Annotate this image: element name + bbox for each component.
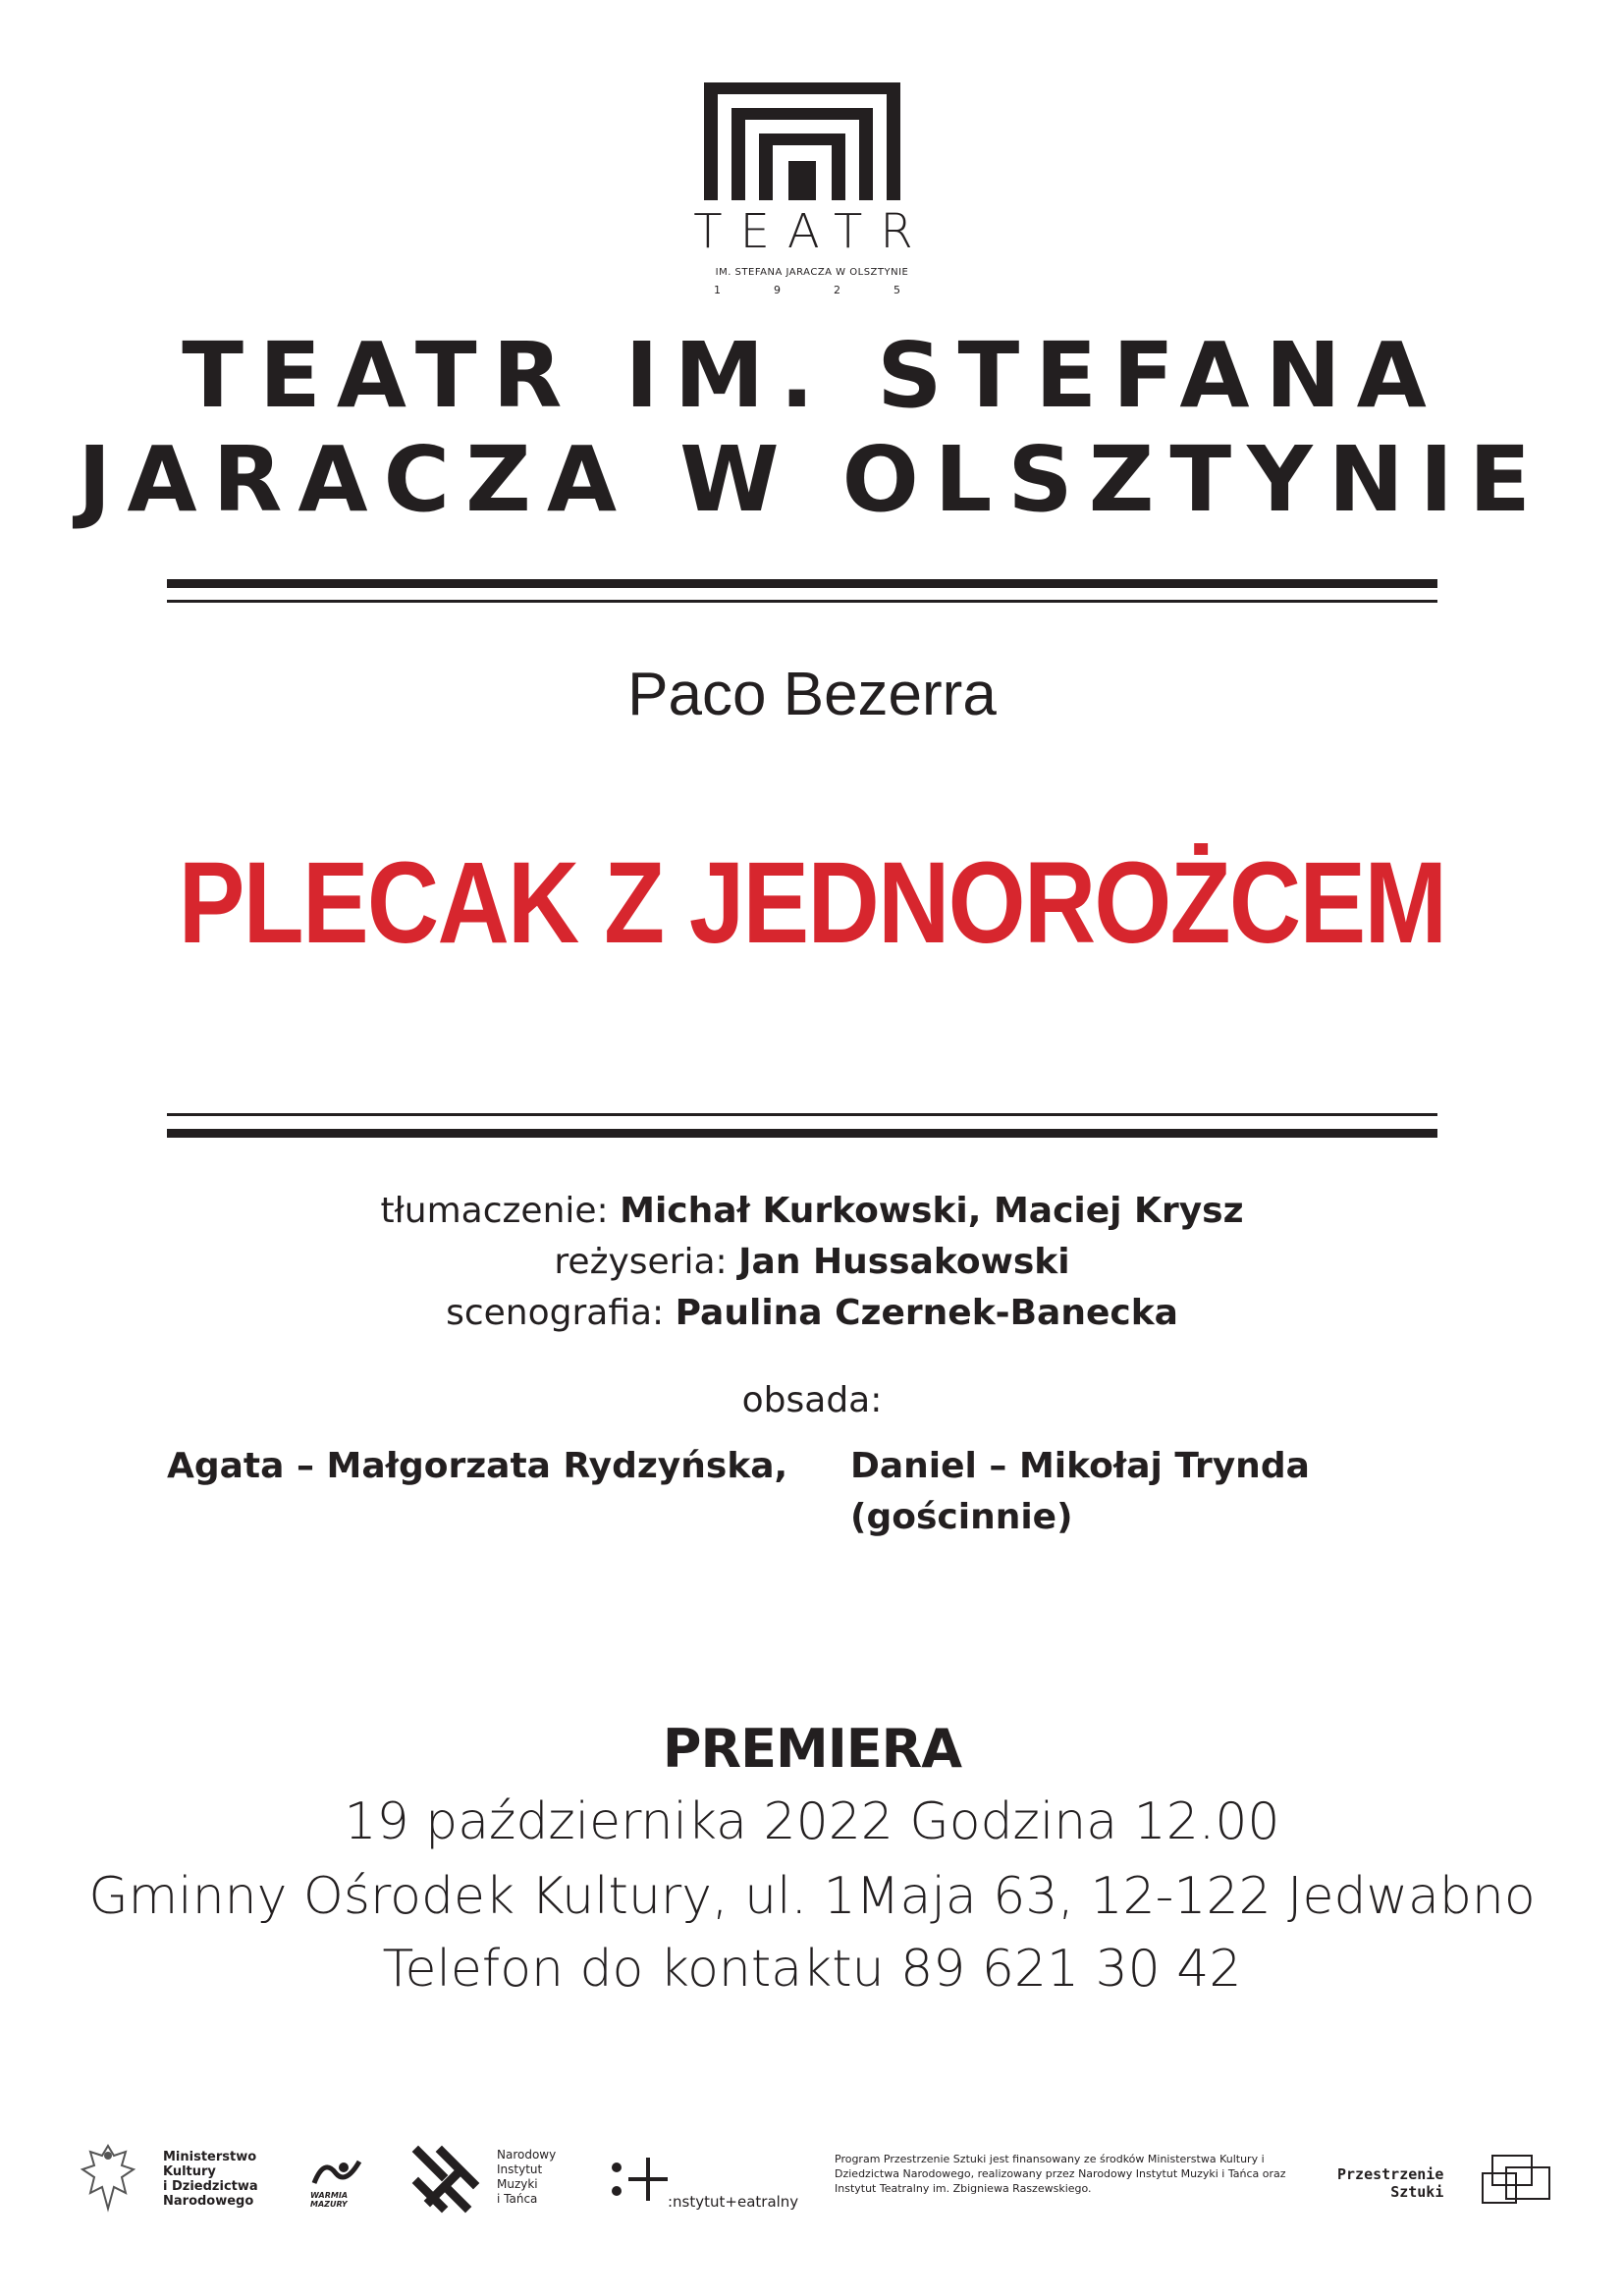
credits [0,1186,1624,1339]
theatre-name-line: TEATR IM. STEFANA [182,323,1442,428]
premiere-venue: Gminny Ośrodek Kultury, ul. 1Maja 63, 12-122 Jedwabno [88,1867,1536,1926]
warmia-logo-line: MAZURY [310,2200,348,2209]
ministry-logo-line: Ministerstwo [163,2150,257,2164]
nimit-logo [497,2148,556,2207]
credit-value: Jan Hussakowski [738,1242,1070,1282]
logo-subtitle: IM. STEFANA JARACZA W OLSZTYNIE [715,267,909,278]
warmia-logo-line: WARMIA [310,2191,349,2200]
ministry-logo [163,2150,258,2209]
przestrzenie-logo-line: Przestrzenie [1337,2165,1444,2183]
ministry-logo-line: Kultury [163,2164,216,2179]
credit-label: tłumaczenie: [380,1191,609,1231]
premiere-heading: PREMIERA [662,1718,962,1780]
nimit-logo-line: i Tańca [497,2192,538,2206]
ministry-logo-line: i Dziedzictwa [163,2179,258,2194]
instytut-teatralny-mark-icon [609,2154,670,2205]
nimit-logo-icon [410,2144,481,2215]
przestrzenie-logo-line: Sztuki [1390,2183,1444,2201]
premiere-date: 19 października 2022 Godzina 12.00 [344,1792,1280,1851]
cast-member-text: Daniel – Mikołaj Trynda [850,1446,1310,1486]
credit-line [0,1288,1624,1339]
premiere-phone: Telefon do kontaktu 89 621 30 42 [382,1940,1242,1999]
warmia-mazury-logo-icon [310,2156,363,2189]
theatre-name [0,324,1624,532]
nimit-logo-line: Muzyki [497,2177,538,2191]
credit-label: scenografia: [446,1293,665,1333]
divider-thick [167,1129,1437,1138]
warmia-mazury-logo [310,2191,348,2209]
credit-label: reżyseria: [554,1242,728,1282]
theatre-name-line: JARACZA W OLSZTYNIE [78,427,1546,532]
cast-member [850,1441,1361,1543]
credit-value: Michał Kurkowski, Maciej Krysz [620,1191,1244,1231]
program-text: Program Przestrzenie Sztuki jest finansowany ze środków Ministerstwa Kultury i Dziedzictwa Narodowego, realizowany przez Narodowy Instytut Muzyki i Tańca oraz Instytut Teatralny im. Zbigniewa Raszewskiego. [835,2153,1286,2195]
divider-thin [167,1113,1437,1116]
nimit-logo-line: Narodowy [497,2148,557,2162]
play-title: PLECAK Z JEDNOROŻCEM [178,838,1446,968]
cast-member: Agata – Małgorzata Rydzyńska, [167,1446,788,1486]
divider-thick [167,579,1437,588]
nimit-logo-line: Instytut [497,2163,543,2176]
przestrzenie-sztuki-logo [1337,2165,1443,2201]
eagle-emblem-icon [81,2142,135,2213]
logo-year [714,284,900,296]
logo-year-digit: 1 [714,284,721,296]
cast-label: obsada: [741,1380,883,1420]
logo-year-digit: 2 [834,284,840,296]
ministry-logo-line: Narodowego [163,2194,254,2209]
logo-year-digit: 5 [893,284,900,296]
przestrzenie-sztuki-mark-icon [1477,2150,1555,2209]
author: Paco Bezerra [627,661,997,728]
divider-thin [167,600,1437,603]
cast-member-note: (gościnnie) [850,1497,1073,1537]
logo-wordmark: TEATR [693,204,931,259]
credit-line [0,1186,1624,1237]
logo-year-digit: 9 [774,284,781,296]
credit-value: Paulina Czernek-Banecka [675,1293,1178,1333]
instytut-teatralny-logo: :nstytut+eatralny [668,2193,799,2211]
theatre-logo-mark [704,82,900,200]
credit-line [0,1237,1624,1288]
